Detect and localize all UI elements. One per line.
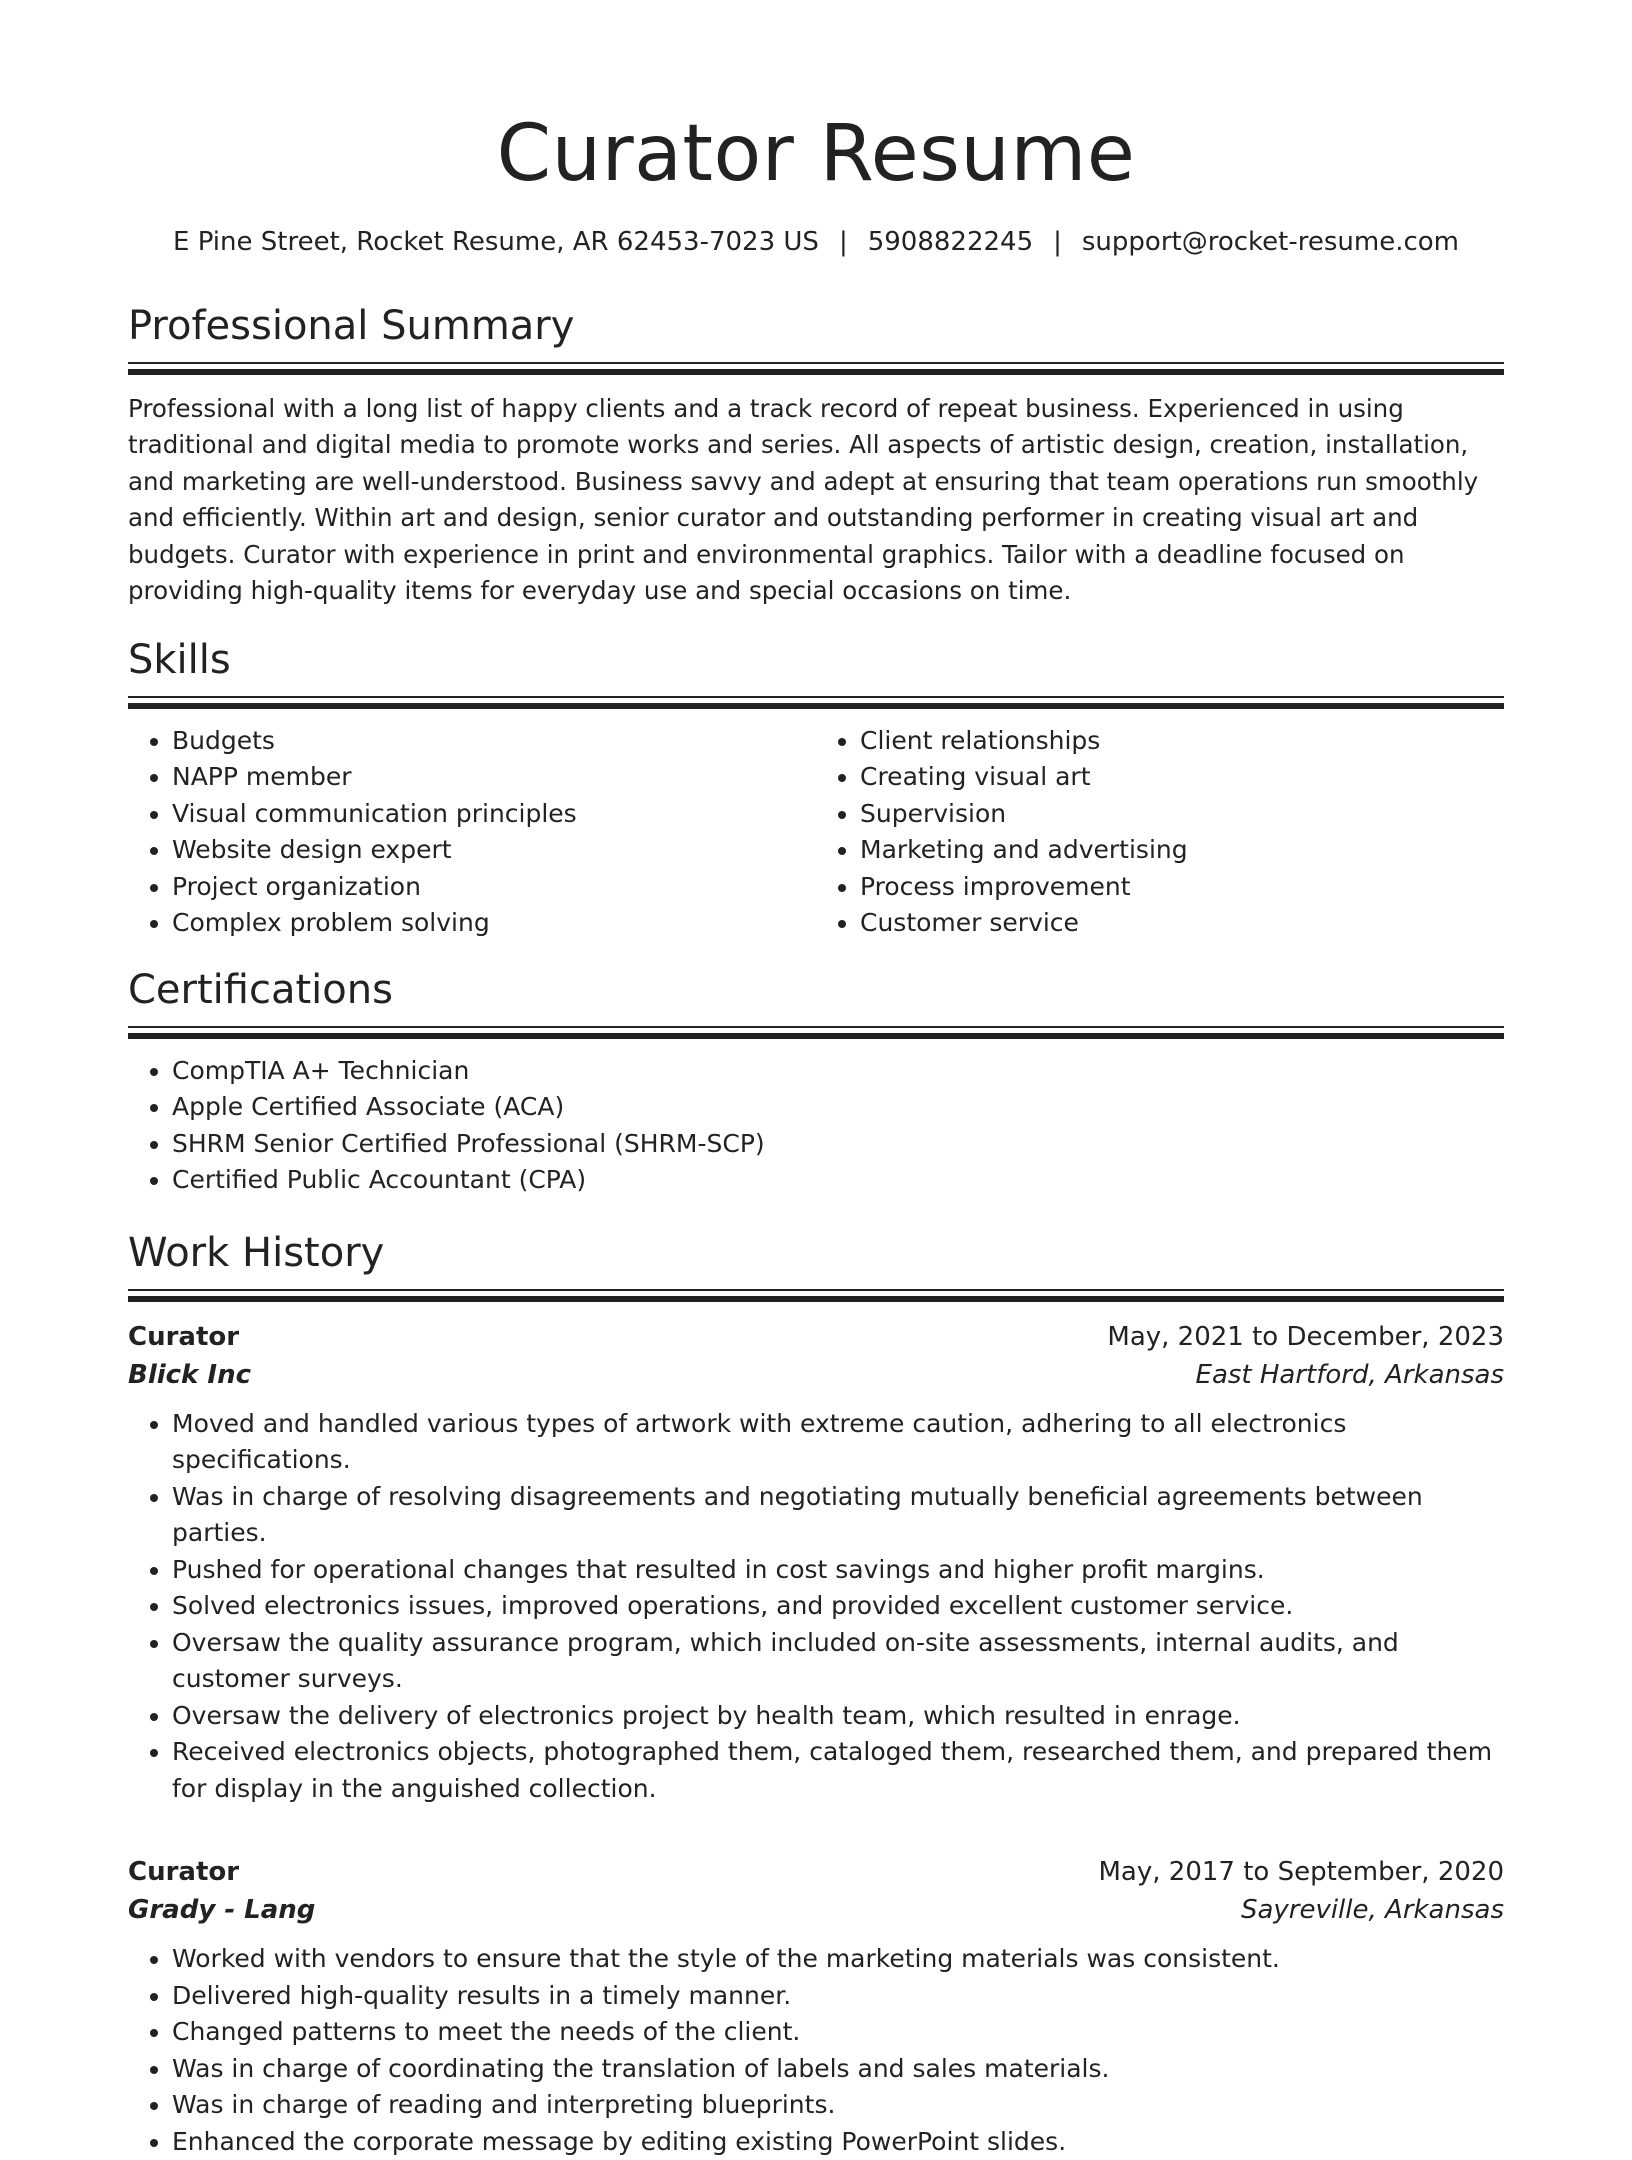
job-bullet: • Delivered high-quality results in a timely manner. [172,1978,1504,2015]
job-bullets [128,1941,1504,2160]
skill-item: • Project organization [172,869,816,906]
contact-address: E Pine Street, Rocket Resume, AR 62453-7023 US [173,226,819,257]
contact-line [128,226,1504,260]
job-company: Grady - Lang [128,1895,316,1926]
job-bullet: • Was in charge of reading and interpreting blueprints. [172,2087,1504,2124]
job-bullet: • Enhanced the corporate message by editing existing PowerPoint slides. [172,2124,1504,2160]
skills-section [128,636,1504,942]
certifications-heading: Certifications [128,966,393,1013]
section-divider [128,696,1504,709]
contact-separator: | [838,226,848,257]
contact-separator: | [1053,226,1062,257]
work-history-section [128,1229,1504,2160]
job-bullet: • Oversaw the quality assurance program, which included on-site assessments, internal audits, and customer surveys. [172,1625,1504,1698]
certifications-list [128,1053,1504,1199]
job-bullet: • Received electronics objects, photographed them, cataloged them, researched them, and prepared them for display in the anguished collection. [172,1734,1504,1807]
job-title: Curator [128,1321,240,1352]
section-divider [128,362,1504,375]
job-company: Blick Inc [128,1359,251,1390]
skill-item: • Customer service [860,905,1504,942]
skill-item: • Creating visual art [860,759,1504,796]
certification-item: • CompTIA A+ Technician [172,1053,1504,1090]
skill-item: • Process improvement [860,869,1504,906]
job-bullet: • Pushed for operational changes that resulted in cost savings and higher profit margins. [172,1552,1504,1589]
job-bullet: • Solved electronics issues, improved operations, and provided excellent customer service. [172,1588,1504,1625]
skills-grid [128,709,1504,942]
job-bullets [128,1406,1504,1808]
contact-phone: 5908822245 [867,226,1034,257]
job-bullet: • Changed patterns to meet the needs of the client. [172,2014,1504,2051]
job-title: Curator [128,1857,240,1888]
job-bullet: • Was in charge of resolving disagreements and negotiating mutually beneficial agreements between parties. [172,1479,1504,1552]
section-divider [128,1026,1504,1039]
contact-email: support@rocket-resume.com [1081,226,1459,257]
skill-item: • Budgets [172,723,816,760]
skill-item: • Visual communication principles [172,796,816,833]
certifications-section [128,966,1504,1199]
job-dates: May, 2017 to September, 2020 [1098,1857,1504,1888]
skill-item: • Complex problem solving [172,905,816,942]
job-subheader-row [128,1891,1504,1929]
section-divider [128,1289,1504,1302]
certification-item: • SHRM Senior Certified Professional (SHRM-SCP) [172,1126,1504,1163]
resume-title: Curator Resume [496,109,1136,199]
certification-item: • Apple Certified Associate (ACA) [172,1089,1504,1126]
skill-item: • NAPP member [172,759,816,796]
job-subheader-row [128,1356,1504,1394]
summary-heading: Professional Summary [128,302,575,349]
job-bullet: • Moved and handled various types of artwork with extreme caution, adhering to all electronics specifications. [172,1406,1504,1479]
skill-item: • Marketing and advertising [860,832,1504,869]
job-header-row [128,1318,1504,1356]
skills-list-right [816,723,1504,942]
job-bullet: • Worked with vendors to ensure that the style of the marketing materials was consistent. [172,1941,1504,1978]
job-header-row [128,1853,1504,1891]
job-location: Sayreville, Arkansas [1240,1895,1504,1926]
skills-list-left [128,723,816,942]
summary-section [128,302,1504,610]
summary-text: Professional with a long list of happy clients and a track record of repeat business. Experienced in using traditional and digital media to promote works and series. All aspects of artistic design, creation, installation, and marketing are well-understood. Business savvy and adept at ensuring that team operations run smoothly and efficiently. Within art and design, senior curator and outstanding performer in creating visual art and budgets. Curator with experience in print and environmental graphics. Tailor with a deadline focused on providing high-quality items for everyday use and special occasions on time. [128,393,1479,606]
work-history-heading: Work History [128,1229,385,1276]
skills-heading: Skills [128,636,231,683]
job-entry [128,1853,1504,2160]
job-location: East Hartford, Arkansas [1195,1359,1504,1390]
job-dates: May, 2021 to December, 2023 [1107,1321,1504,1352]
skill-item: • Client relationships [860,723,1504,760]
job-bullet: • Was in charge of coordinating the translation of labels and sales materials. [172,2051,1504,2088]
certification-item: • Certified Public Accountant (CPA) [172,1162,1504,1199]
job-entry [128,1318,1504,1808]
skill-item: • Supervision [860,796,1504,833]
skill-item: • Website design expert [172,832,816,869]
job-bullet: • Oversaw the delivery of electronics project by health team, which resulted in enrage. [172,1698,1504,1735]
